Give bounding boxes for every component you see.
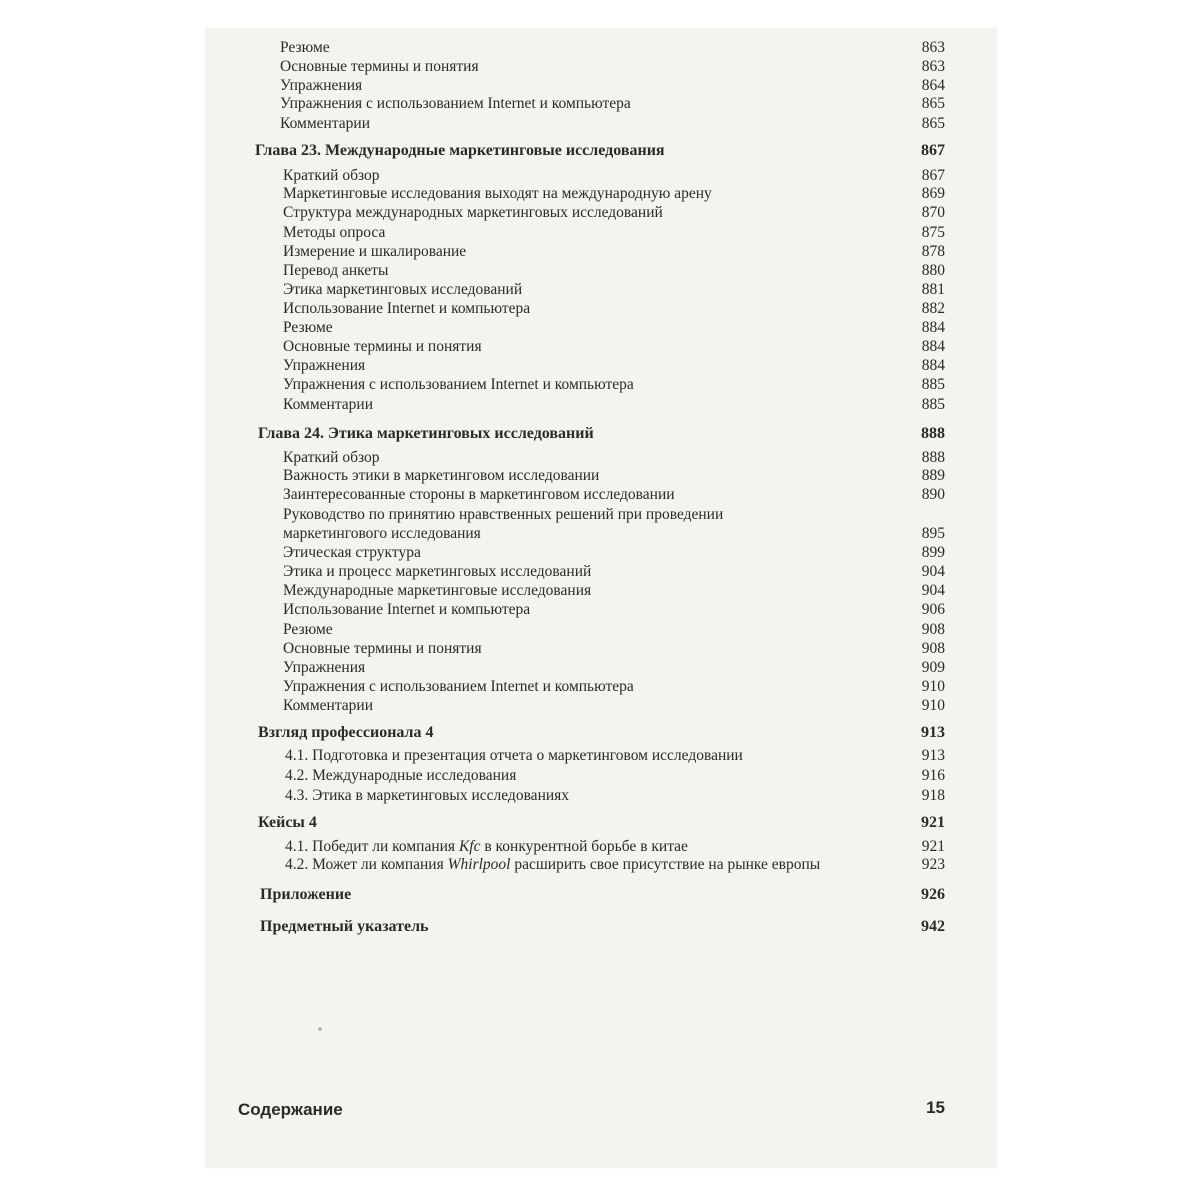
toc-entry-page: 865 (921, 95, 945, 112)
toc-entry-page: 889 (921, 467, 945, 484)
toc-entry (255, 94, 945, 114)
page-number: 15 (926, 1098, 945, 1117)
case-title-prefix: 4.2. Может ли компания (285, 856, 448, 873)
toc-section-heading (255, 885, 945, 905)
toc-entry (255, 639, 945, 659)
toc-entry-page: 906 (921, 601, 945, 618)
toc-section-heading (255, 723, 945, 743)
toc-entry (255, 76, 945, 96)
toc-section-heading (255, 917, 945, 937)
toc-entry (255, 658, 945, 678)
toc-entry-page: 904 (921, 563, 945, 580)
toc-section-title: Взгляд профессионала 4 (258, 724, 434, 741)
toc-entry-page: 908 (921, 621, 945, 638)
toc-entry-page: 890 (921, 486, 945, 503)
toc-entry-title: Основные термины и понятия (280, 58, 479, 75)
toc-chapter-title: Глава 24. Этика маркетинговых исследований (258, 425, 594, 442)
toc-chapter-heading (255, 141, 945, 161)
toc-entry-page: 885 (921, 396, 945, 413)
toc-entry (255, 448, 945, 468)
case-title-suffix: в конкурентной борьбе в китае (480, 838, 688, 855)
toc-entry-page: 918 (921, 787, 945, 804)
toc-entry-title: Этика маркетинговых исследований (283, 281, 523, 298)
toc-entry (255, 166, 945, 186)
toc-entry (255, 337, 945, 357)
toc-entry-title: Упражнения с использованием Internet и компьютера (283, 678, 634, 695)
toc-entry (255, 485, 945, 505)
toc-section-page: 921 (921, 814, 945, 831)
toc-section-page: 913 (921, 724, 945, 741)
toc-entry (255, 524, 945, 544)
toc-entry (255, 38, 945, 58)
toc-entry-title: Использование Internet и компьютера (283, 300, 531, 317)
toc-entry-page: 882 (921, 300, 945, 317)
toc-section-title: Кейсы 4 (258, 814, 317, 831)
toc-entry-page: 881 (921, 281, 945, 298)
toc-chapter-heading (255, 424, 945, 444)
toc-section-title: Предметный указатель (260, 918, 429, 935)
toc-entry-title: 4.1. Подготовка и презентация отчета о маркетинговом исследовании (285, 747, 743, 764)
toc-entry (255, 581, 945, 601)
toc-entry (255, 375, 945, 395)
toc-entry (255, 600, 945, 620)
running-footer-title: Содержание (238, 1100, 343, 1119)
toc-entry-page: 865 (921, 115, 945, 132)
toc-entry (255, 203, 945, 223)
toc-entry-page: 913 (921, 747, 945, 764)
toc-entry (255, 543, 945, 563)
toc-entry-page: 884 (921, 319, 945, 336)
toc-entry (255, 356, 945, 376)
toc-entry-page: 888 (921, 449, 945, 466)
toc-entry-page: 864 (921, 77, 945, 94)
toc-entry-page: 875 (921, 224, 945, 241)
toc-entry-title (285, 837, 688, 857)
toc-entry-title: Основные термины и понятия (283, 338, 482, 355)
toc-entry (255, 505, 945, 525)
toc-entry-title: Краткий обзор (283, 449, 380, 466)
toc-entry-page: 885 (921, 376, 945, 393)
toc-entry-title: Упражнения (283, 357, 366, 374)
toc-entry-page: 923 (921, 856, 945, 873)
toc-section-page: 942 (921, 918, 945, 935)
toc-entry-page: 869 (921, 185, 945, 202)
toc-entry-page: 904 (921, 582, 945, 599)
toc-entry-page: 908 (921, 640, 945, 657)
toc-entry-page: 910 (921, 678, 945, 695)
toc-entry-title: Этика и процесс маркетинговых исследований (283, 563, 592, 580)
toc-entry-title: Этическая структура (283, 544, 421, 561)
toc-entry-title: 4.2. Международные исследования (285, 767, 517, 784)
toc-entry-page: 899 (921, 544, 945, 561)
toc-chapter-page: 867 (921, 142, 945, 159)
toc-entry-page: 870 (921, 204, 945, 221)
toc-entry (255, 786, 945, 806)
toc-entry-title: Резюме (283, 319, 333, 336)
toc-entry-title: Измерение и шкалирование (283, 243, 467, 260)
toc-entry-page: 863 (921, 39, 945, 56)
toc-entry-page: 884 (921, 338, 945, 355)
toc-entry-title: Структура международных маркетинговых исследований (283, 204, 663, 221)
toc-entry (255, 261, 945, 281)
toc-entry-title: Международные маркетинговые исследования (283, 582, 592, 599)
toc-entry-title (285, 855, 820, 875)
toc-entry-title: Резюме (283, 621, 333, 638)
toc-entry-title: Руководство по принятию нравственных решений при проведении (283, 506, 724, 523)
toc-entry (255, 466, 945, 486)
toc-entry-title: Методы опроса (283, 224, 386, 241)
toc-entry (255, 677, 945, 697)
toc-entry (255, 562, 945, 582)
toc-entry-page: 895 (921, 525, 945, 542)
toc-entry (255, 766, 945, 786)
toc-chapter-title: Глава 23. Международные маркетинговые исследования (255, 142, 665, 159)
toc-entry-title: Упражнения (280, 77, 363, 94)
toc-entry-title: Упражнения с использованием Internet и компьютера (283, 376, 634, 393)
toc-entry (255, 318, 945, 338)
toc-entry-page: 884 (921, 357, 945, 374)
toc-entry (255, 223, 945, 243)
toc-section-page: 926 (921, 886, 945, 903)
toc-entry (255, 280, 945, 300)
toc-entry-page: 880 (921, 262, 945, 279)
case-company-name: Kfc (458, 838, 481, 855)
toc-entry (255, 620, 945, 640)
toc-entry-title: 4.3. Этика в маркетинговых исследованиях (285, 787, 570, 804)
toc-entry-title: Упражнения (283, 659, 366, 676)
toc-entry-title: Комментарии (283, 396, 373, 413)
case-title-prefix: 4.1. Победит ли компания (285, 838, 459, 855)
toc-entry (255, 299, 945, 319)
print-speck (318, 1027, 322, 1031)
toc-entry (255, 696, 945, 716)
toc-entry (255, 242, 945, 262)
toc-entry-title: Перевод анкеты (283, 262, 389, 279)
toc-section-title: Приложение (260, 886, 352, 903)
toc-entry-page: 878 (921, 243, 945, 260)
toc-entry-page: 910 (921, 697, 945, 714)
toc-entry-title: Использование Internet и компьютера (283, 601, 531, 618)
toc-entry (255, 114, 945, 134)
toc-entry-title: Комментарии (280, 115, 370, 132)
toc-entry-title: Краткий обзор (283, 167, 380, 184)
toc-entry (255, 57, 945, 77)
toc-entry-title: маркетингового исследования (283, 525, 481, 542)
case-company-name: Whirlpool (447, 856, 511, 873)
toc-entry-page: 867 (921, 167, 945, 184)
toc-entry-title: Заинтересованные стороны в маркетинговом исследовании (283, 486, 675, 503)
toc-entry-page: 863 (921, 58, 945, 75)
toc-entry-page: 909 (921, 659, 945, 676)
toc-entry-page: 916 (921, 767, 945, 784)
toc-entry-title: Важность этики в маркетинговом исследовании (283, 467, 600, 484)
case-title-suffix: расширить свое присутствие на рынке европы (510, 856, 821, 873)
toc-entry (255, 746, 945, 766)
toc-entry-title: Резюме (280, 39, 330, 56)
toc-entry (255, 837, 945, 857)
toc-entry (255, 855, 945, 875)
toc-entry (255, 395, 945, 415)
toc-entry-title: Комментарии (283, 697, 373, 714)
toc-entry (255, 184, 945, 204)
toc-entry-title: Основные термины и понятия (283, 640, 482, 657)
toc-entry-title: Упражнения с использованием Internet и компьютера (280, 95, 631, 112)
toc-entry-page: 921 (921, 838, 945, 855)
toc-entry-title: Маркетинговые исследования выходят на международную арену (283, 185, 712, 202)
toc-chapter-page: 888 (921, 425, 945, 442)
toc-section-heading (255, 813, 945, 833)
